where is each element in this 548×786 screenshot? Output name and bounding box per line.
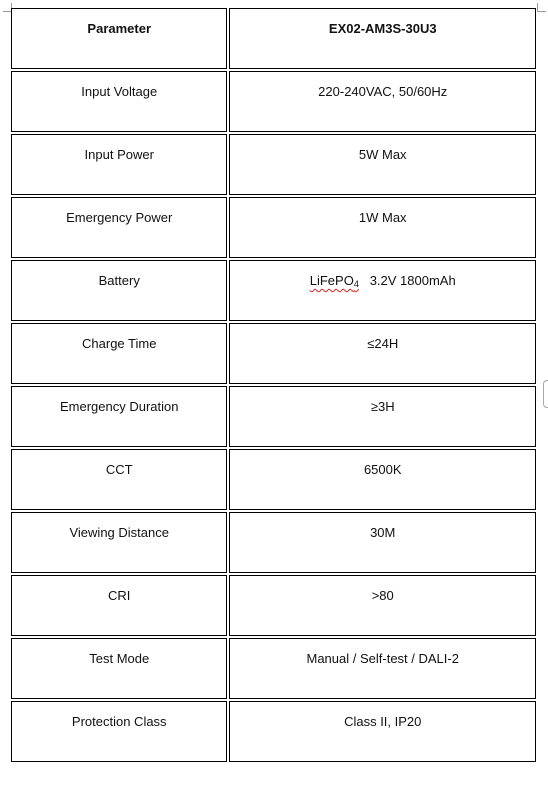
param-label: Emergency Duration (59, 399, 179, 414)
battery-chemistry (310, 273, 359, 288)
header-cell-parameter[interactable] (11, 8, 227, 69)
table-row (11, 134, 536, 195)
value-cell[interactable] (229, 260, 536, 321)
param-cell[interactable] (11, 575, 227, 636)
value-label: >80 (371, 588, 394, 603)
param-cell[interactable] (11, 260, 227, 321)
param-label: Battery (98, 273, 140, 288)
spec-table (9, 6, 538, 764)
table-row (11, 323, 536, 384)
param-label: Charge Time (82, 336, 157, 351)
value-label: Class II, IP20 (344, 714, 422, 729)
value-label: 6500K (363, 462, 402, 477)
table-row (11, 575, 536, 636)
header-cell-model[interactable] (229, 8, 536, 69)
value-cell[interactable] (229, 134, 536, 195)
param-cell[interactable] (11, 134, 227, 195)
battery-value (230, 261, 535, 290)
value-cell[interactable] (229, 638, 536, 699)
value-cell[interactable] (229, 449, 536, 510)
table-row (11, 197, 536, 258)
value-label: ≥3H (370, 399, 395, 414)
battery-chemistry-text: LiFePO (309, 273, 354, 288)
value-cell[interactable] (229, 71, 536, 132)
table-row (11, 638, 536, 699)
value-cell[interactable] (229, 701, 536, 762)
table-row (11, 512, 536, 573)
value-label: 1W Max (358, 210, 407, 225)
header-parameter-label: Parameter (87, 21, 152, 36)
param-cell[interactable] (11, 449, 227, 510)
param-label: Input Power (84, 147, 154, 162)
table-row (11, 449, 536, 510)
param-label: CRI (108, 588, 131, 603)
table-row (11, 701, 536, 762)
table-row (11, 260, 536, 321)
param-cell[interactable] (11, 512, 227, 573)
param-label: Viewing Distance (69, 525, 169, 540)
value-cell[interactable] (229, 386, 536, 447)
value-label: Manual / Self-test / DALI-2 (306, 651, 459, 666)
header-model-label: EX02-AM3S-30U3 (328, 21, 437, 36)
value-label: 220-240VAC, 50/60Hz (318, 84, 448, 99)
value-label: 5W Max (358, 147, 407, 162)
battery-spec: 3.2V 1800mAh (369, 273, 456, 288)
param-cell[interactable] (11, 701, 227, 762)
value-cell[interactable] (229, 323, 536, 384)
table-row (11, 71, 536, 132)
value-cell[interactable] (229, 512, 536, 573)
param-label: Protection Class (71, 714, 167, 729)
param-label: Test Mode (89, 651, 150, 666)
table-header-row (11, 8, 536, 69)
param-cell[interactable] (11, 386, 227, 447)
battery-chemistry-subscript: 4 (353, 279, 359, 289)
param-cell[interactable] (11, 638, 227, 699)
param-label: CCT (105, 462, 133, 477)
page-corner-mark-top-right (537, 3, 546, 12)
side-scroll-handle[interactable] (543, 380, 548, 408)
value-label: 30M (370, 525, 396, 540)
param-cell[interactable] (11, 323, 227, 384)
param-cell[interactable] (11, 71, 227, 132)
param-label: Input Voltage (81, 84, 158, 99)
param-label: Emergency Power (66, 210, 173, 225)
param-cell[interactable] (11, 197, 227, 258)
value-cell[interactable] (229, 197, 536, 258)
table-row (11, 386, 536, 447)
value-label: ≤24H (367, 336, 399, 351)
value-cell[interactable] (229, 575, 536, 636)
